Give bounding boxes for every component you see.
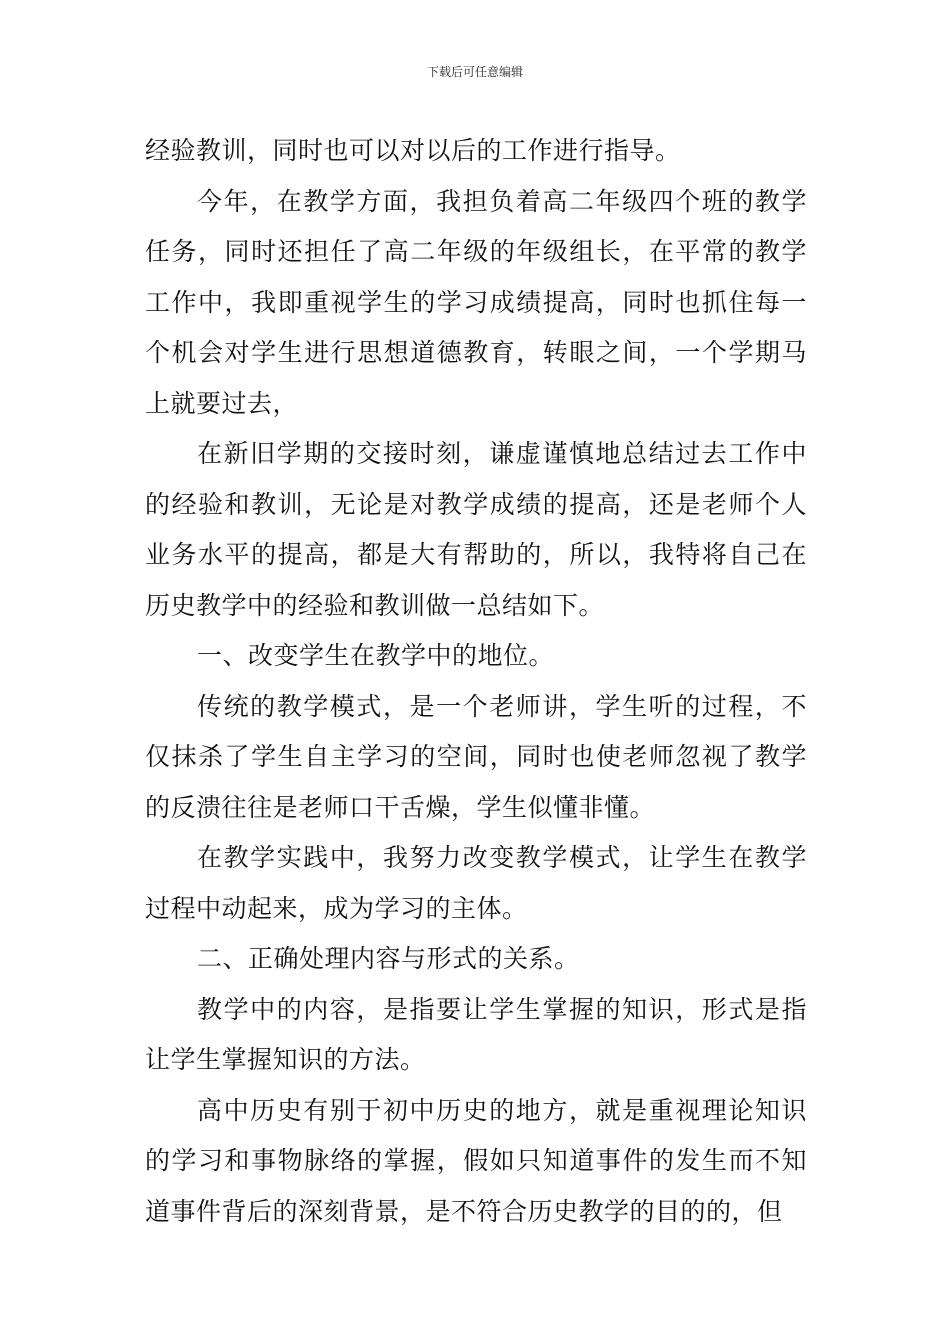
paragraph-traditional-model: 传统的教学模式，是一个老师讲，学生听的过程，不仅抹杀了学生自主学习的空间，同时也使老师忽视了教学的反溃往往是老师口干舌燥，学生似懂非懂。 [145, 691, 807, 822]
paragraph-teaching-practice: 在教学实践中，我努力改变教学模式，让学生在教学过程中动起来，成为学习的主体。 [145, 843, 807, 923]
document-body [145, 126, 807, 1237]
page-header-note: 下载后可任意编辑 [426, 65, 523, 79]
paragraph-content-form: 教学中的内容，是指要让学生掌握的知识，形式是指让学生掌握知识的方法。 [145, 994, 807, 1074]
paragraph-continuation: 经验教训，同时也可以对以后的工作进行指导。 [145, 136, 681, 165]
paragraph-teaching-duties: 今年，在教学方面，我担负着高二年级四个班的教学任务，同时还担任了高二年级的年级组长，在平常的教学工作中，我即重视学生的学习成绩提高，同时也抓住每一个机会对学生进行思想道德教育，转眼之间，一个学期马上就要过去， [145, 186, 807, 418]
paragraph-summary-intro: 在新旧学期的交接时刻，谦虚谨慎地总结过去工作中的经验和教训，无论是对教学成绩的提高，还是老师个人业务水平的提高，都是大有帮助的，所以，我特将自己在历史教学中的经验和教训做一总结如下。 [145, 439, 807, 620]
section-heading-2: 二、正确处理内容与形式的关系。 [197, 944, 580, 973]
paragraph-high-school-history: 高中历史有别于初中历史的地方，就是重视理论知识的学习和事物脉络的掌握，假如只知道事件的发生而不知道事件背后的深刻背景，是不符合历史教学的目的的，但 [145, 1095, 807, 1226]
section-heading-1: 一、改变学生在教学中的地位。 [197, 641, 555, 670]
